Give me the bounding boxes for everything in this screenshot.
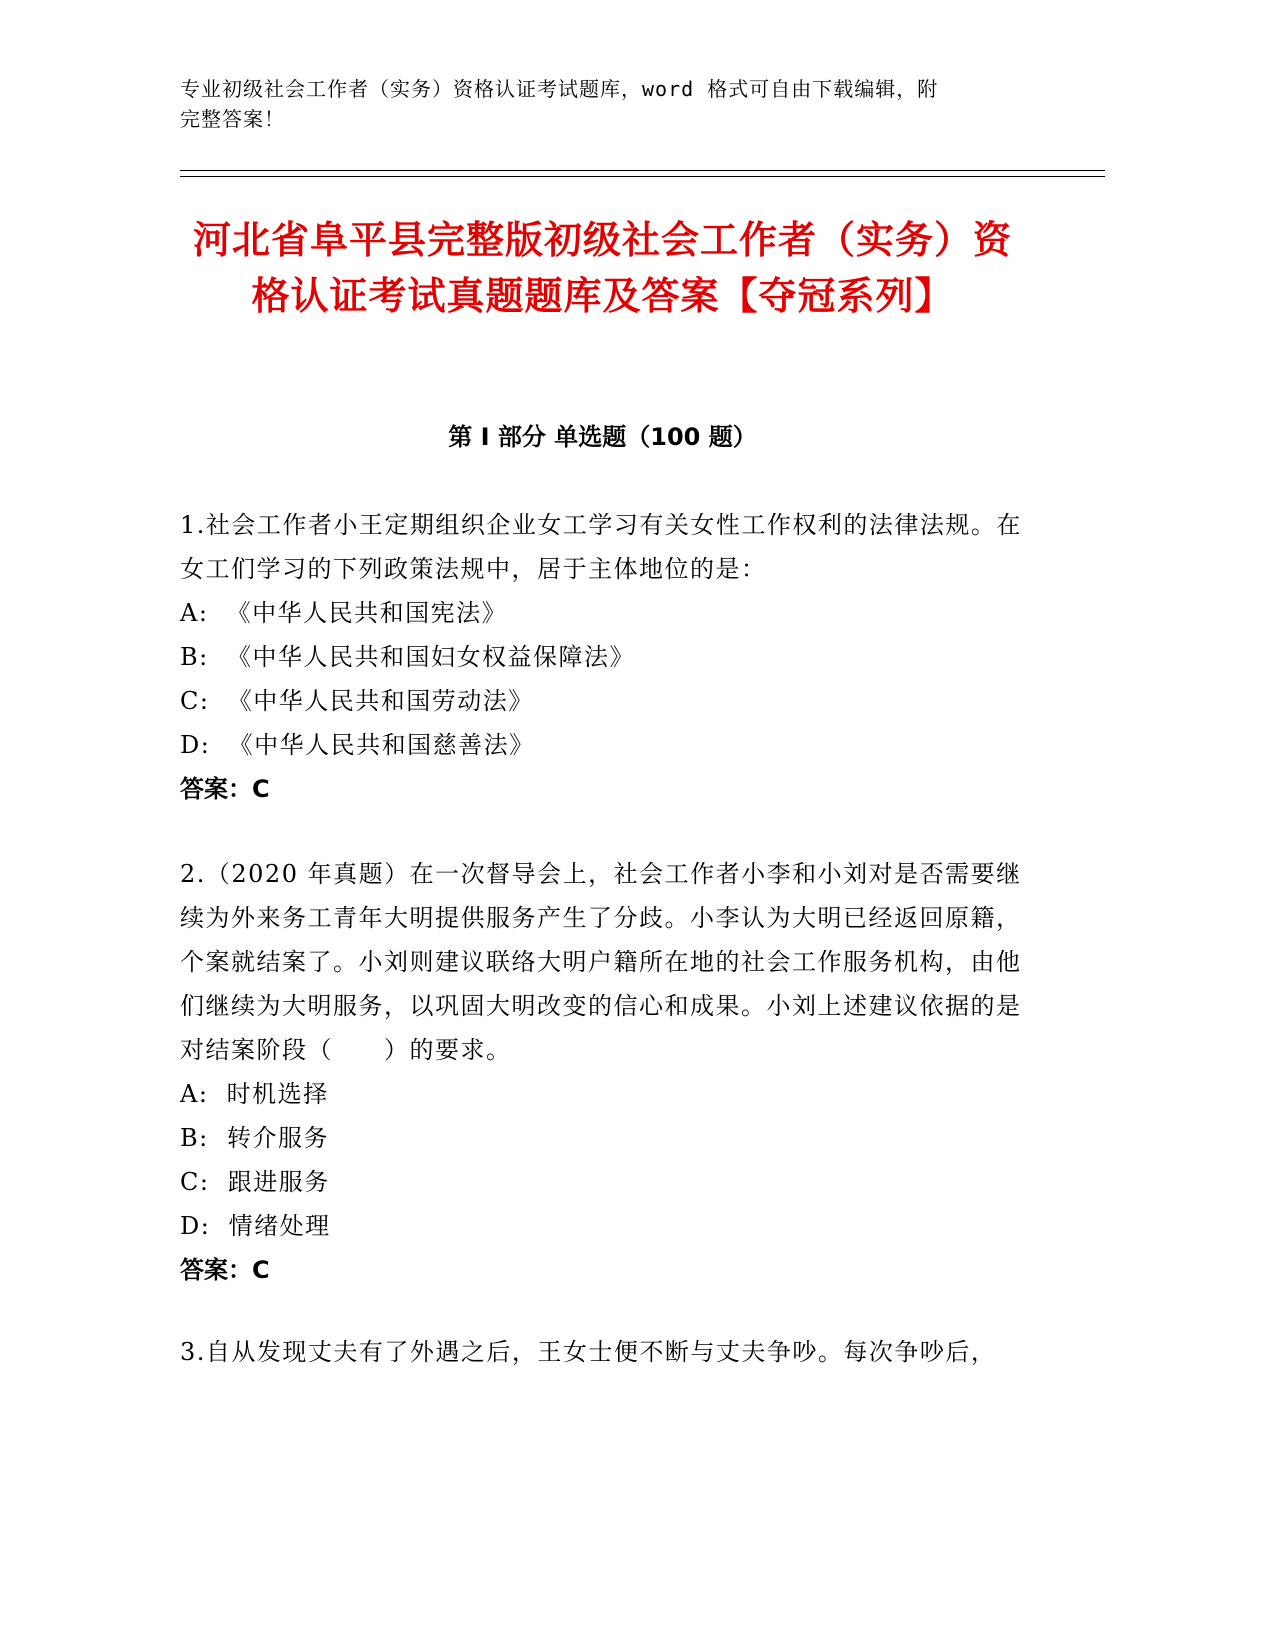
answer: 答案：C xyxy=(180,1256,270,1284)
question-3 xyxy=(180,1330,1025,1374)
option-b: B: 转介服务 xyxy=(180,1124,329,1152)
header-divider-secondary xyxy=(180,176,1105,177)
option-d: D: 《中华人民共和国慈善法》 xyxy=(180,731,535,759)
header-divider xyxy=(180,170,1105,171)
question-text: 1.社会工作者小王定期组织企业女工学习有关女性工作权利的法律法规。在女工们学习的下列政策法规中，居于主体地位的是： xyxy=(180,511,1022,583)
option-d: D: 情绪处理 xyxy=(180,1212,331,1240)
option-a: A: 时机选择 xyxy=(180,1080,329,1108)
option-b: B: 《中华人民共和国妇女权益保障法》 xyxy=(180,643,635,671)
header-note: 专业初级社会工作者（实务）资格认证考试题库，word 格式可自由下载编辑，附 完整答案！ xyxy=(180,77,939,131)
option-c: C: 《中华人民共和国劳动法》 xyxy=(180,687,534,715)
section-title: 第 I 部分 单选题（100 题） xyxy=(448,423,757,451)
document-title: 河北省阜平县完整版初级社会工作者（实务）资格认证考试真题题库及答案【夺冠系列】 xyxy=(192,218,1012,318)
option-c: C: 跟进服务 xyxy=(180,1168,330,1196)
question-text: 2.（2020 年真题）在一次督导会上，社会工作者小李和小刘对是否需要继续为外来务工青年大明提供服务产生了分歧。小李认为大明已经返回原籍，个案就结案了。小刘则建议联络大明户籍所在地的社会工作服务机构，由他们继续为大明服务，以巩固大明改变的信心和成果。小刘上述建议依据的是对结案阶段（ ）的要求。 xyxy=(180,860,1022,1064)
option-a: A: 《中华人民共和国宪法》 xyxy=(180,599,508,627)
question-1 xyxy=(180,503,1025,811)
question-text: 3.自从发现丈夫有了外遇之后，王女士便不断与丈夫争吵。每次争吵后， xyxy=(180,1338,997,1366)
answer: 答案：C xyxy=(180,775,270,803)
question-2 xyxy=(180,852,1025,1292)
